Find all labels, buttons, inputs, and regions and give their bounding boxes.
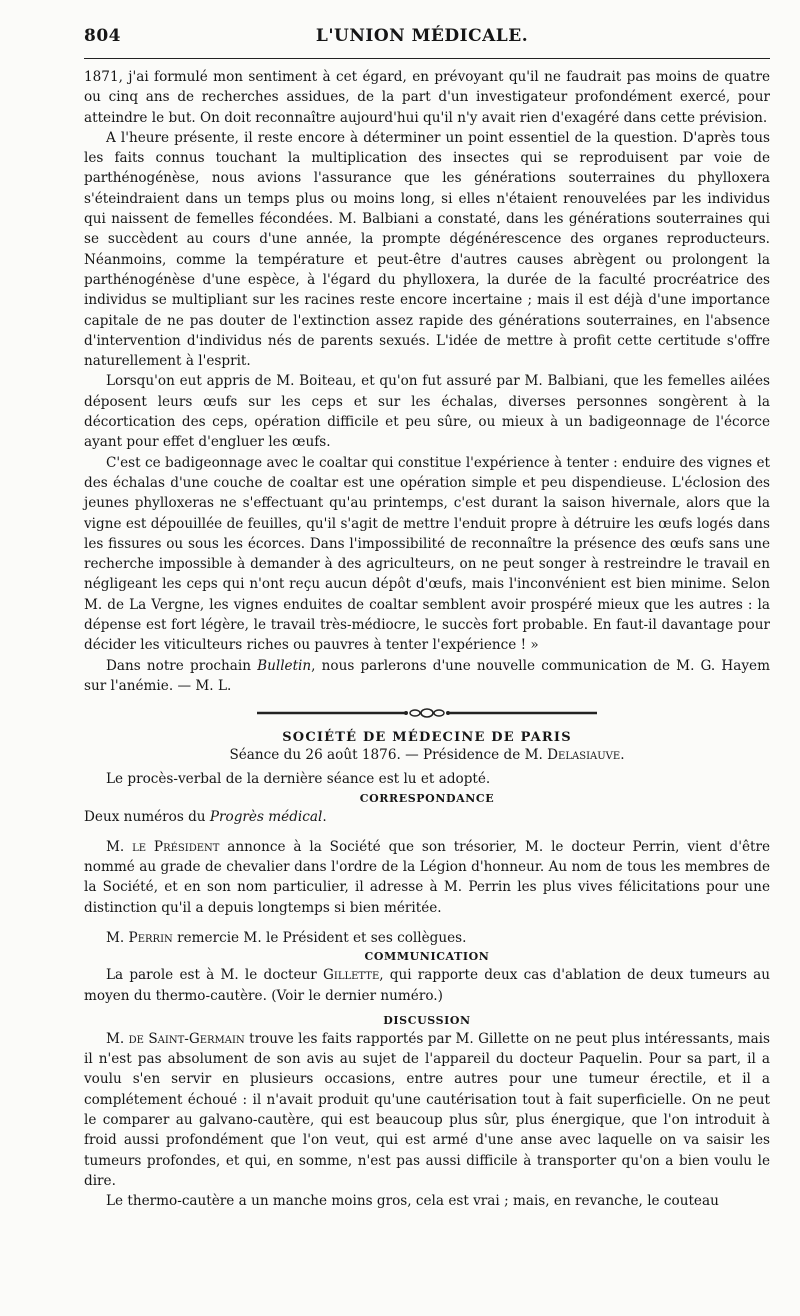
- section-ornament: [84, 702, 770, 724]
- society-title: SOCIÉTÉ DE MÉDECINE DE PARIS: [282, 730, 572, 746]
- communication-heading: COMMUNICATION: [364, 950, 490, 964]
- correspondance-text: Deux numéros du Progrès médical.: [84, 808, 327, 825]
- communication-text: La parole est à M. le docteur Gillette, qui rapporte deux cas d'ablation de deux tumeurs au moyen du thermo-cautère. (Voir le dernier numéro.): [84, 967, 770, 1004]
- journal-title: L'UNION MÉDICALE.: [315, 26, 529, 46]
- page-header: [84, 26, 770, 56]
- correspondance-heading: CORRESPONDANCE: [359, 791, 495, 805]
- perrin-label: M. Perrin: [106, 929, 173, 946]
- paragraph-coaltar: C'est ce badigeonnage avec le coaltar qui constitue l'expérience à tenter : enduire des vignes et des échalas d'une couche de coaltar est une opération simple et peu dispendieuse. L'éclosion des jeunes phylloxeras ne s'effectuant qu'au printemps, c'est durant la saison hivernale, alors que la vigne est dépouillée de feuilles, qu'il s'agit de mettre l'enduit propre à détruire les œufs logés dans les fissures ou sous les écorces. Dans l'impossibilité de reconnaître la présence des œufs sans une recherche impossible à demander à des agriculteurs, on ne peut songer à restreindre le travail en négligeant les ceps qui n'ont reçu aucun dépôt d'œufs, mais l'inconvénient est bien minime. Selon M. de La Vergne, les vignes enduites de coaltar semblent avoir prospéré mieux que les autres : la dépense est fort légère, le travail très-médiocre, le succès fort probable. En faut-il davantage pour décider les viticulteurs riches ou pauvres à tenter l'expérience ! »: [84, 454, 770, 654]
- president-delasiauve: Delasiauve: [547, 747, 621, 764]
- header-rule: [84, 58, 770, 59]
- gillette-name: Gillette: [323, 967, 380, 984]
- paragraph-1871: 1871, j'ai formulé mon sentiment à cet égard, en prévoyant qu'il ne faudrait pas moins de quatre ou cinq ans de recherches assidues, de la part d'un investigateur profondément exercé, pour atteindre le but. On doit reconnaître aujourd'hui qu'il n'y avait rien d'exagéré dans cette prévision.: [84, 69, 770, 126]
- page-number: 804: [84, 26, 121, 46]
- journal-page: [84, 26, 770, 1306]
- bulletin-word: Bulletin: [257, 657, 312, 674]
- president-label: M. le Président: [106, 838, 220, 855]
- president-announcement: M. le Président annonce à la Société que son trésorier, M. le docteur Perrin, vient d'être nommé au grade de chevalier dans l'ordre de la Légion d'honneur. Au nom de tous les membres de la Société, et en son nom particulier, il adresse à M. Perrin les plus vives félicitations pour une distinction qu'il a depuis longtemps si bien méritée.: [84, 838, 770, 916]
- saint-germain-label: M. de Saint-Germain: [106, 1030, 245, 1047]
- seance-line: Séance du 26 août 1876. — Présidence de M. Delasiauve.: [229, 747, 625, 764]
- saint-germain-remarks: M. de Saint-Germain trouve les faits rapportés par M. Gillette on ne peut plus intéressants, mais il n'est pas absolument de son avis au sujet de l'appareil du docteur Paquelin. Pour sa part, il a voulu s'en servir en plusieurs occasions, entre autres pour une tumeur érectile, et il a complétement échoué : il n'avait produit qu'une cautérisation tout à fait superficielle. On ne peut le comparer au galvano-cautère, qui est beaucoup plus sûr, plus énergique, que l'on introduit à froid aussi profondément que l'on veut, qui est armé d'une anse avec laquelle on va saisir les tumeurs profondes, et qui, en somme, n'est pas aussi difficile à transporter qu'on a bien voulu le dire.: [84, 1030, 771, 1189]
- paragraph-heure-presente: A l'heure présente, il reste encore à déterminer un point essentiel de la question. D'après tous les faits connus touchant la multiplication des insectes qui se reproduisent par voie de parthénogénèse, nous avions l'assurance que les générations souterraines du phylloxera s'éteindraient dans un temps plus ou moins long, si elles n'étaient renouvelées par les individus qui naissent de femelles fécondées. M. Balbiani a constaté, dans les générations souterraines qui se succèdent au cours d'une année, la prompte dégénérescence des organes reproducteurs. Néanmoins, comme la température et peut-être d'autres causes abrègent ou prolongent la parthénogénèse d'une espèce, à l'égard du phylloxera, la durée de la faculté procréatrice des individus se multipliant sur les racines reste encore incertaine ; mais il est déjà d'une importance capitale de ne pas douter de l'extinction assez rapide des générations souterraines, en l'absence d'intervention d'individus nés de parents sexués. L'idée de mettre à profit cette certitude s'offre naturellement à l'esprit.: [84, 129, 770, 370]
- thermo-cautere-line: Le thermo-cautère a un manche moins gros, cela est vrai ; mais, en revanche, le couteau: [106, 1193, 719, 1210]
- discussion-heading: DISCUSSION: [383, 1013, 471, 1027]
- paragraph-boiteau: Lorsqu'on eut appris de M. Boiteau, et qu'on fut assuré par M. Balbiani, que les femelles ailées déposent leurs œufs sur les ceps et sur les échalas, diverses personnes songèrent à la décortication des ceps, opération difficile et peu sûre, ou mieux à un badigeonnage de l'écorce ayant pour effet d'engluer les œufs.: [84, 373, 770, 451]
- paragraph-bulletin: Dans notre prochain Bulletin, nous parlerons d'une nouvelle communication de M. G. Hayem sur l'anémie. — M. L.: [84, 657, 770, 694]
- progres-medical: Progrès médical: [209, 808, 323, 825]
- perrin-thanks: M. Perrin remercie M. le Président et ses collègues.: [106, 929, 467, 946]
- proces-verbal: Le procès-verbal de la dernière séance est lu et adopté.: [106, 771, 491, 788]
